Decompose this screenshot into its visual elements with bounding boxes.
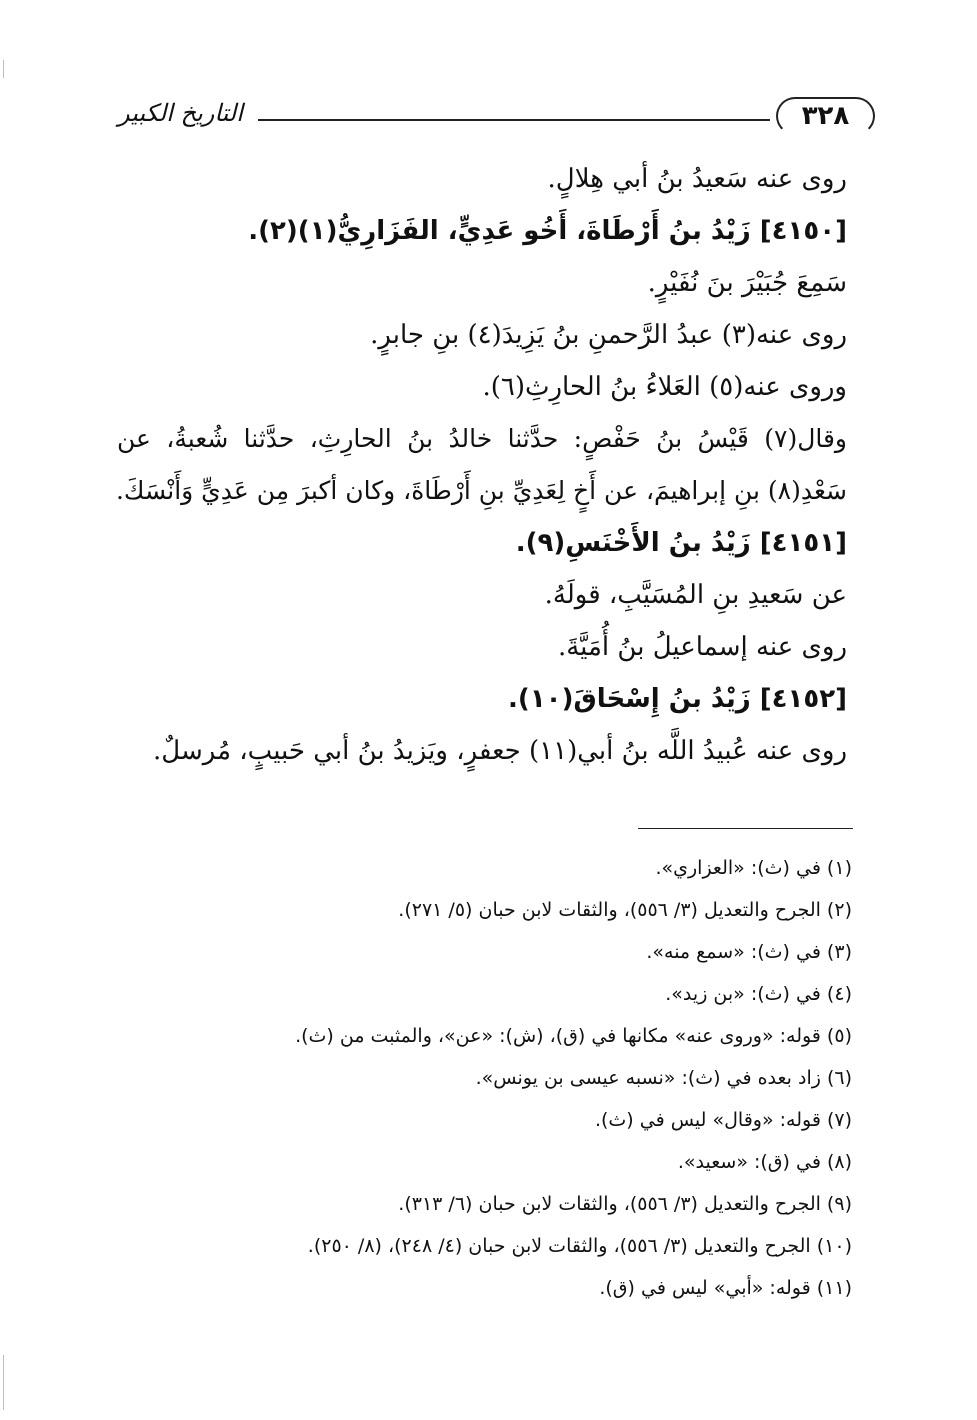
footnote: (٨) في (ق): «سعيد».	[677, 1151, 852, 1173]
text-line: روى عنه إسماعيلُ بنُ أُمَيَّةَ.	[557, 632, 847, 662]
footnote: (٩) الجرح والتعديل (٣/ ٥٥٦)، والثقات لابن حبان (٦/ ٣١٣).	[398, 1193, 852, 1215]
header-rule	[258, 119, 770, 121]
footnote: (٦) زاد بعده في (ث): «نسبه عيسى بن يونس».	[475, 1067, 852, 1089]
running-title: التاريخ الكبير	[118, 99, 243, 127]
text-line: روى عنه(٣) عبدُ الرَّحمنِ بنُ يَزِيدَ(٤) بنِ جابرٍ.	[370, 320, 847, 350]
text-line: روى عنه سَعيدُ بنُ أبي هِلالٍ.	[547, 164, 847, 194]
text-line: سَمِعَ جُبَيْرَ بنَ نُفَيْرٍ.	[647, 268, 847, 298]
text-line: وروى عنه(٥) العَلاءُ بنُ الحارِثِ(٦).	[482, 372, 847, 402]
footnote: (٣) في (ث): «سمع منه».	[646, 941, 852, 963]
scan-edge-mark	[3, 1355, 4, 1410]
footnote: (١١) قوله: «أبي» ليس في (ق).	[599, 1277, 852, 1299]
footnote: (١) في (ث): «العزاري».	[655, 857, 852, 879]
footnote: (٤) في (ث): «بن زيد».	[665, 983, 852, 1005]
text-line: سَعْدِ(٨) بنِ إبراهيمَ، عن أَخٍ لِعَدِيِّ بنِ أَرْطَاةَ، وكان أكبرَ مِن عَدِيٍّ وَأَنْسَكَ.	[115, 476, 847, 505]
entry-heading: [٤١٥٢] زَيْدُ بنُ إِسْحَاقَ(١٠).	[508, 684, 847, 714]
footnote-divider	[638, 828, 853, 829]
main-text	[117, 156, 847, 780]
footnote: (٧) قوله: «وقال» ليس في (ث).	[594, 1109, 852, 1131]
text-line: عن سَعيدِ بنِ المُسَيَّبِ، قولَهُ.	[544, 580, 847, 610]
entry-heading: [٤١٥٠] زَيْدُ بنُ أَرْطَاةَ، أَخُو عَدِيٍّ، الفَزَارِيُّ(١)(٢).	[248, 216, 847, 246]
footnote: (١٠) الجرح والتعديل (٣/ ٥٥٦)، والثقات لابن حبان (٤/ ٢٤٨)، (٨/ ٢٥٠).	[307, 1235, 852, 1257]
text-line: وقال(٧) قَيْسُ بنُ حَفْصٍ: حدَّثنا خالدُ بنُ الحارِثِ، حدَّثنا شُعبةُ، عن	[117, 424, 847, 453]
entry-heading: [٤١٥١] زَيْدُ بنُ الأَخْنَسِ(٩).	[515, 528, 847, 558]
footnote: (٥) قوله: «وروى عنه» مكانها في (ق)، (ش): «عن»، والمثبت من (ث).	[295, 1025, 852, 1047]
page-number: ٣٢٨	[776, 97, 875, 135]
footnote: (٢) الجرح والتعديل (٣/ ٥٥٦)، والثقات لابن حبان (٥/ ٢٧١).	[398, 899, 852, 921]
page-header	[118, 95, 875, 139]
text-line: روى عنه عُبيدُ اللَّه بنُ أبي(١١) جعفرٍ، ويَزيدُ بنُ أبي حَبيبٍ، مُرسلٌ.	[153, 736, 847, 766]
footnotes	[112, 852, 852, 1314]
scan-edge-mark	[3, 60, 4, 78]
